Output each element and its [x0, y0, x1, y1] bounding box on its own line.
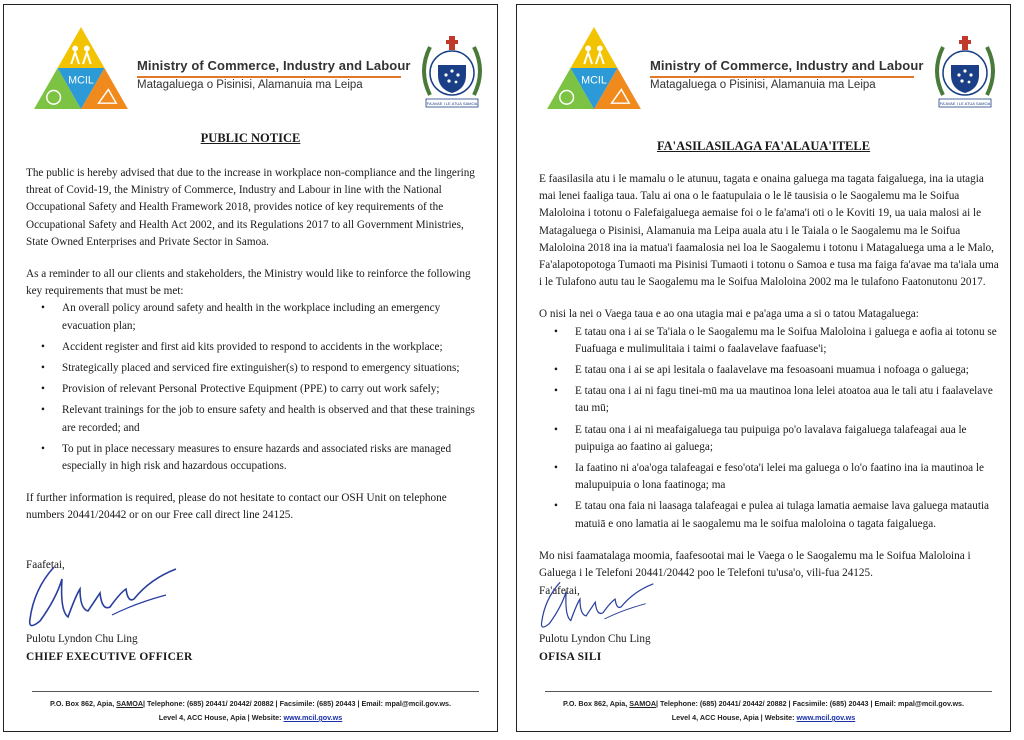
signer-title: CHIEF EXECUTIVE OFFICER	[26, 651, 193, 663]
samoa-coat-of-arms-icon	[416, 35, 488, 111]
signer-title: OFISA SILI	[539, 651, 602, 663]
footer-address-text: P.O. Box 862, Apia,	[562, 699, 630, 708]
footer-location-text: Level 4, ACC House, Apia | Website:	[158, 713, 284, 722]
footer-address	[14, 699, 487, 708]
notice-body	[26, 165, 487, 540]
intro-paragraph: E faasilasila atu i le mamalu o le atunuu, tagata e onaina galuega ma tagata faigaluega, ina ia utagia mai lenei faaliga taua. Talu ai ona o le faatupulaia o le lē tausisia o le Saogalemu ma le Soifua Maloloina i totonu o Falefaigaluega aemaise foi o le fa'ama'i oti o le Koviti 19, ua uaia malosi ai le Matagaluega o Pisinisi, Alamanuia ma Leipa auala atu i le Taiala o le Saogalemu ma le Soifua Maloloina 2018 ina ia matua'i faamalosia nei loa le Saogalemu i totonu i Matagaluega uma a le Malo, Fa'alapotopotoga Tumaoti ma Pisinisi Tumaoti i totonu o Samoa e tusa ma faiga fa'avae ma ta'iala uma i le Tulafono autu tau le Saogalemu ma le Soifua Maloloina 2002 ma le tulafono Faatonutonu 2017.	[539, 173, 999, 289]
seal-motto: FA'AVAE I LE ATUA SAMOA	[426, 101, 478, 106]
contact-paragraph: Mo nisi faamatalaga moomia, faafesootai mai le Vaega o le Saogalemu ma le Soifua Maloloina i Galuega i le Telefoni 20441/20442 poo le Telefoni tu'usa'o, vili-fua 24125.	[539, 549, 971, 580]
list-item: • E tatau ona i ai se Ta'iala o le Saogalemu ma le Soifua Maloloina i galuega e aofia ai totonu se Fuafuaga e mulimulitaia i taimi o faalavelave faafuase'i;	[575, 324, 1000, 358]
samoa-coat-of-arms-icon	[929, 35, 1001, 111]
mcil-triangle-logo-icon	[545, 25, 643, 111]
header-rule	[137, 76, 401, 78]
list-item: • E tatau ona i ai se api lesitala o faalavelave ma fesoasoani muamua i nofoaga o galuega;	[575, 362, 1000, 379]
footer-location	[14, 713, 487, 722]
logo-text: MCIL	[581, 74, 607, 87]
ministry-name-samoan: Matagaluega o Pisinisi, Alamanuia ma Leipa	[650, 79, 876, 91]
footer-address-text: P.O. Box 862, Apia,	[49, 699, 117, 708]
intro-paragraph: The public is hereby advised that due to the increase in workplace non-compliance and the lingering threat of Covid-19, the Ministry of Commerce, Industry and Labour in line with the National Occupational Safety and Health Framework 2018, provides notice of key requirements of the Occupational Safety and Health Act 2002, and its Regulations 2017 to all Government Ministries, State Owned Enterprises and Private Sector in Samoa.	[26, 167, 475, 248]
reminder-paragraph: As a reminder to all our clients and stakeholders, the Ministry would like to reinforce the following key requirements that must be met:	[26, 268, 471, 298]
footer-address	[527, 699, 1000, 708]
footer-rule	[32, 691, 479, 692]
handwritten-signature-icon	[16, 559, 186, 637]
notice-title: PUBLIC NOTICE	[200, 131, 301, 145]
ministry-name-english: Ministry of Commerce, Industry and Labour	[650, 58, 924, 73]
notice-title: FA'ASILASILAGA FA'ALAUA'ITELE	[656, 139, 871, 153]
footer-rule	[545, 691, 992, 692]
footer-country: SAMOA	[116, 699, 144, 708]
footer-contact-text: | Telephone: (685) 20441/ 20442/ 20882 | Facsimile: (685) 20443 | Email: mpal@mcil.gov.ws.	[656, 699, 965, 708]
list-item: • Strategically placed and serviced fire extinguisher(s) to respond to emergency situations;	[62, 360, 487, 377]
list-item: • E tatau ona i ai ni fagu tinei-mū ma ua mautinoa lona lelei atoatoa aua le tali atu i faalavelave tau mū;	[575, 383, 1000, 417]
public-notice-english	[3, 4, 498, 732]
signer-name: Pulotu Lyndon Chu Ling	[26, 633, 138, 645]
contact-paragraph: If further information is required, please do not hesitate to contact our OSH Unit on telephone numbers 20441/20442 or on our Free call direct line 24125.	[26, 492, 447, 522]
requirements-list	[26, 300, 487, 475]
list-item: • E tatau ona i ai ni meafaigaluega tau puipuiga po'o lavalava faigaluega talafeagai aua le puipuiga ao faatino ai galuega;	[575, 422, 1000, 456]
website-link[interactable]: www.mcil.gov.ws	[283, 713, 343, 722]
footer-location	[527, 713, 1000, 722]
footer-contact-text: | Telephone: (685) 20441/ 20442/ 20882 | Facsimile: (685) 20443 | Email: mpal@mcil.gov.ws.	[143, 699, 452, 708]
list-item: • Accident register and first aid kits provided to respond to accidents in the workplace;	[62, 339, 487, 356]
list-item: • Relevant trainings for the job to ensure safety and health is observed and that these trainings are recorded; and	[62, 402, 487, 436]
ministry-name-samoan: Matagaluega o Pisinisi, Alamanuia ma Leipa	[137, 79, 363, 91]
public-notice-samoan	[516, 4, 1011, 732]
list-item: • To put in place necessary measures to ensure hazards and associated risks are managed especially in high risk and hazardous occupations.	[62, 441, 487, 475]
closing-salutation: Faafetai,	[26, 559, 65, 571]
list-item: • E tatau ona faia ni laasaga talafeagai e pulea ai tulaga lamatia aemaise lava galuega matautia matuiā e ono lamatia ai le saogalemu ma le soifua maloloina o tagata faigaluega.	[575, 498, 1000, 532]
seal-motto: FA'AVAE I LE ATUA SAMOA	[939, 101, 991, 106]
reminder-paragraph: O nisi la nei o Vaega taua e ao ona utagia mai e pa'aga uma a si o tatou Matagaluega:	[539, 308, 919, 321]
footer-location-text: Level 4, ACC House, Apia | Website:	[671, 713, 797, 722]
website-link[interactable]: www.mcil.gov.ws	[796, 713, 856, 722]
notice-body	[539, 171, 1000, 597]
header-rule	[650, 76, 914, 78]
footer-country: SAMOA	[629, 699, 657, 708]
handwritten-signature-icon	[531, 571, 661, 641]
list-item: • Provision of relevant Personal Protective Equipment (PPE) to carry out work safely;	[62, 381, 487, 398]
closing-salutation: Fa'afetai,	[539, 585, 580, 597]
list-item: • An overall policy around safety and health in the workplace including an emergency evacuation plan;	[62, 300, 487, 334]
mcil-triangle-logo-icon	[32, 25, 130, 111]
list-item: • Ia faatino ni a'oa'oga talafeagai e feso'ota'i lelei ma galuega o lo'o faatino ina ia mautinoa le malupuipuia o lona faatinoga; ma	[575, 460, 1000, 494]
signer-name: Pulotu Lyndon Chu Ling	[539, 633, 651, 645]
ministry-name-english: Ministry of Commerce, Industry and Labour	[137, 58, 411, 73]
logo-text: MCIL	[68, 74, 94, 87]
requirements-list	[539, 324, 1000, 533]
